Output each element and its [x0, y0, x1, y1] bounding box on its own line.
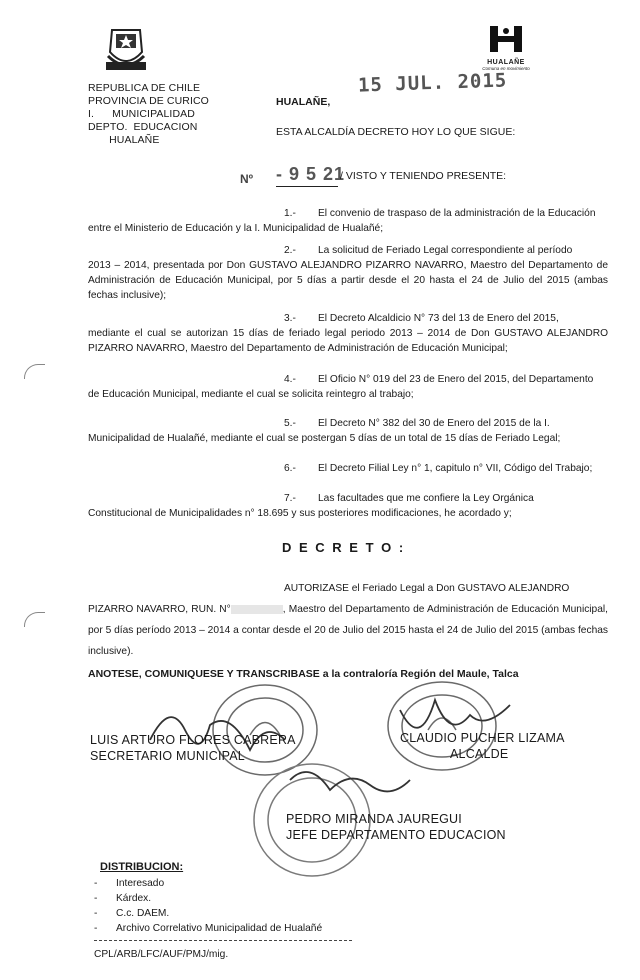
decreto-text-a: PIZARRO NAVARRO, RUN. N°	[88, 604, 231, 615]
item-number: 1.-	[284, 208, 296, 219]
item-first-line: El Decreto N° 382 del 30 de Enero del 2015 de la I.	[318, 418, 550, 429]
item-text: mediante el cual se autorizan 15 días de feriado legal periodo 2013 – 2014 de Don GUSTAVO ALEJANDRO PIZARRO NAVARRO, Maestro del Departamento de Administración de Educación Municipal;	[88, 328, 608, 354]
decreto-heading: D E C R E T O :	[282, 540, 406, 555]
signer-left-title: SECRETARIO MUNICIPAL	[90, 749, 245, 763]
place: HUALAÑE,	[276, 96, 331, 108]
signer-left-name: LUIS ARTURO FLORES CABRERA	[90, 733, 296, 747]
hualane-h-logo-icon	[488, 24, 524, 54]
item-text: entre el Ministerio de Educación y la I. Municipalidad de Hualañé;	[88, 223, 384, 234]
list-item: - Interesado	[94, 878, 165, 889]
issuer-block	[88, 82, 209, 147]
logo-tagline: Comuna en movimiento	[482, 66, 530, 71]
issuer-line: HUALAÑE	[88, 134, 160, 146]
item-first-line: El Oficio N° 019 del 23 de Enero del 2015, del Departamento	[318, 374, 594, 385]
item-number: 4.-	[284, 374, 296, 385]
decreto-body	[88, 578, 608, 662]
visto-line: / VISTO Y TENIENDO PRESENTE:	[340, 170, 507, 182]
issuer-line: PROVINCIA DE CURICO	[88, 95, 209, 107]
considerando-item	[88, 461, 608, 476]
signatures-and-seals	[90, 680, 610, 890]
item-text: Municipalidad de Hualañé, mediante el cual se postergan 5 días de un total de 15 días de Feriado Legal;	[88, 433, 561, 444]
considerando-item	[88, 372, 608, 402]
initials: CPL/ARB/LFC/AUF/PMJ/mig.	[94, 949, 229, 960]
decree-prefix: Nº	[240, 172, 254, 186]
list-item: - C.c. DAEM.	[94, 908, 170, 919]
logo-name: HUALAÑE	[487, 59, 525, 66]
punch-hole	[24, 364, 45, 379]
considerando-item	[88, 416, 608, 446]
issuer-line: I. MUNICIPALIDAD	[88, 108, 195, 120]
item-text: Constitucional de Municipalidades n° 18.695 y sus posteriores modificaciones, he acordado y;	[88, 508, 512, 519]
intro-line: ESTA ALCALDÍA DECRETO HOY LO QUE SIGUE:	[276, 126, 516, 138]
list-item: - Kárdex.	[94, 893, 152, 904]
date-stamp: 15 JUL. 2015	[357, 69, 508, 97]
signer-bottom-name: PEDRO MIRANDA JAUREGUI	[286, 812, 462, 826]
item-number: 2.-	[284, 245, 296, 256]
item-first-line: El Decreto Alcaldicio N° 73 del 13 de Enero del 2015,	[318, 313, 559, 324]
decreto-text-b: , Maestro del Departamento de Administración de Educación Municipal, por 5 días período 2013 – 2014 a contar desde el 20 de Julio del 2015 hasta el 24 de Julio del 2015 (ambas fechas inclusive).	[88, 604, 608, 657]
item-first-line: El convenio de traspaso de la administración de la Educación	[318, 208, 596, 219]
distribution-list	[94, 876, 322, 936]
item-number: 7.-	[284, 493, 296, 504]
hualane-logo	[476, 24, 536, 71]
issuer-line: DEPTO. EDUCACION	[88, 121, 198, 133]
considerando-item	[88, 243, 608, 303]
item-first-line: El Decreto Filial Ley n° 1, capitulo n° VII, Código del Trabajo;	[318, 463, 593, 474]
divider	[94, 940, 352, 941]
item-number: 3.-	[284, 313, 296, 324]
considerando-item	[88, 491, 608, 521]
decree-number: - 9 5 21	[276, 164, 346, 184]
decree-underline	[276, 186, 338, 187]
item-number: 6.-	[284, 463, 296, 474]
chile-crest-icon	[104, 22, 148, 74]
item-first-line: Las facultades que me confiere la Ley Orgánica	[318, 493, 534, 504]
considerando-item	[88, 206, 608, 236]
item-text: de Educación Municipal, mediante el cual se solicita reintegro al trabajo;	[88, 389, 414, 400]
distribution-heading: DISTRIBUCION:	[100, 861, 184, 873]
item-number: 5.-	[284, 418, 296, 429]
signer-right-title: ALCALDE	[450, 747, 509, 761]
item-text: 2013 – 2014, presentada por Don GUSTAVO ALEJANDRO PIZARRO NAVARRO, Maestro del Departamento de Administración de Educación Municipal, por 5 días a partir desde el 20 hasta el 24 de Julio del 2015 (ambas fechas inclusive);	[88, 260, 608, 301]
list-item: - Archivo Correlativo Municipalidad de Hualañé	[94, 923, 323, 934]
issuer-line: REPUBLICA DE CHILE	[88, 82, 201, 94]
redacted-run	[231, 605, 283, 614]
decreto-first-line: AUTORIZASE el Feriado Legal a Don GUSTAVO ALEJANDRO	[284, 583, 570, 594]
punch-hole	[24, 612, 45, 627]
signer-bottom-title: JEFE DEPARTAMENTO EDUCACION	[286, 828, 506, 842]
item-first-line: La solicitud de Feriado Legal correspondiente al período	[318, 245, 573, 256]
signer-right-name: CLAUDIO PUCHER LIZAMA	[400, 731, 565, 745]
considerando-item	[88, 311, 608, 356]
closing-line: ANOTESE, COMUNIQUESE Y TRANSCRIBASE a la contraloría Región del Maule, Talca	[88, 668, 519, 680]
